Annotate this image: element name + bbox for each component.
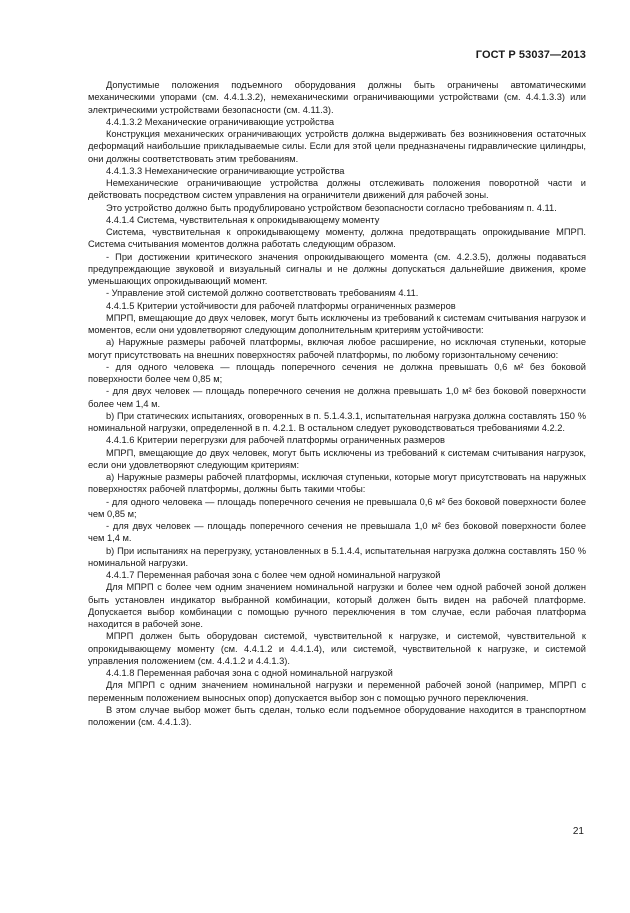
paragraph: МПРП должен быть оборудован системой, чувствительной к нагрузке, и системой, чувствительной к опрокидывающему моменту (см. 4.4.1.2 и 4.4.1.4), или системой, чувствительной к нагрузке, и системой управления положением (см. 4.4.1.2 и 4.4.1.3).	[88, 631, 586, 666]
section-heading: 4.4.1.5 Критерии устойчивости для рабочей платформы ограниченных размеров	[106, 300, 456, 311]
list-item: b) При статических испытаниях, оговоренных в п. 5.1.4.3.1, испытательная нагрузка должна составлять 150 % номинальной нагрузки, определенной в п. 4.2.1. В остальном следует руководствоваться требованиями 4.2.2.	[88, 410, 586, 433]
list-item: - При достижении критического значения опрокидывающего момента (см. 4.2.3.5), должны подаваться предупреждающие звуковой и визуальный сигналы и не должны допускаться дальнейшие движения, кроме уменьшающих опрокидывающий момент.	[88, 251, 586, 286]
section-heading: 4.4.1.3.2 Механические ограничивающие устройства	[106, 116, 335, 127]
paragraph: Допустимые положения подъемного оборудования должны быть ограничены автоматическими механическими упорами (см. 4.4.1.3.2), немеханическими ограничивающими устройствами (см. 4.4.1.3.3) или электрическими устройствами безопасности (см. 4.11.3).	[88, 80, 586, 115]
list-item: - для двух человек — площадь поперечного сечения не превышала 1,0 м² без боковой поверхности более чем 1,4 м.	[88, 521, 586, 544]
paragraph: В этом случае выбор может быть сделан, только если подъемное оборудование находится в транспортном положении (см. 4.4.1.3).	[88, 704, 586, 727]
list-item: - для двух человек — площадь поперечного сечения не должна превышать 1,0 м² без боковой поверхности более чем 1,4 м.	[88, 386, 586, 409]
paragraph: Для МПРП с более чем одним значением номинальной нагрузки и более чем одной рабочей зоной должен быть установлен индикатор выбранной комбинации, который должен быть виден на рабочей платформе. Допускается выбор комбинации с помощью ручного переключения в том случае, если рабочая платформа находится в рабочей зоне.	[88, 582, 586, 629]
document-body	[88, 79, 586, 728]
standard-header: ГОСТ Р 53037—2013	[475, 49, 586, 61]
paragraph: МПРП, вмещающие до двух человек, могут быть исключены из требований к системам считывания нагрузок, если они удовлетворяют следующим критериям:	[88, 447, 586, 470]
list-item: - Управление этой системой должно соответствовать требованиям 4.11.	[106, 288, 419, 299]
paragraph: Для МПРП с одним значением номинальной нагрузки и переменной рабочей зоной (например, МПРП с переменным положением выносных опор) допускается выбор зон с помощью ручного переключения.	[88, 680, 586, 703]
section-heading: 4.4.1.3.3 Немеханические ограничивающие устройства	[106, 165, 345, 176]
section-heading: 4.4.1.6 Критерии перегрузки для рабочей платформы ограниченных размеров	[106, 435, 446, 446]
paragraph: МПРП, вмещающие до двух человек, могут быть исключены из требований к системам считывания нагрузок и моментов, если они удовлетворяют следующим дополнительным критериям устойчивости:	[88, 312, 586, 335]
section-heading: 4.4.1.7 Переменная рабочая зона с более чем одной номинальной нагрузкой	[106, 570, 441, 580]
list-item: - для одного человека — площадь поперечного сечения не превышала 0,6 м² без боковой поверхности более чем 0,85 м;	[88, 496, 586, 519]
paragraph: Это устройство должно быть продублировано устройством безопасности согласно требованиям п. 4.11.	[106, 202, 557, 213]
section-heading: 4.4.1.8 Переменная рабочая зона с одной номинальной нагрузкой	[106, 668, 393, 678]
list-item: - для одного человека — площадь поперечного сечения не должна превышать 0,6 м² без боковой поверхности более чем 0,85 м;	[88, 361, 586, 384]
list-item: а) Наружные размеры рабочей платформы, включая любое расширение, но исключая ступеньки, которые могут присутствовать на внешних поверхностях рабочей платформы, по любому горизонтальному сечению:	[88, 337, 586, 360]
list-item: b) При испытаниях на перегрузку, установленных в 5.1.4.4, испытательная нагрузка должна составлять 150 % номинальной нагрузки.	[88, 545, 586, 568]
list-item: а) Наружные размеры рабочей платформы, исключая ступеньки, которые могут присутствовать на наружных поверхностях рабочей платформы, должны быть такими чтобы:	[88, 472, 586, 495]
paragraph: Конструкция механических ограничивающих устройств должна выдерживать без возникновения остаточных деформаций наибольшие прикладываемые силы. Если для этой цели предназначены гидравлические цилиндры, они должны соответствовать этим требованиям.	[88, 129, 586, 164]
paragraph: Немеханические ограничивающие устройства должны отслеживать положения поворотной части и действовать посредством систем управления на ограничители движений для рабочей зоны.	[88, 178, 586, 201]
section-heading: 4.4.1.4 Система, чувствительная к опрокидывающему моменту	[106, 214, 380, 225]
paragraph: Система, чувствительная к опрокидывающему моменту, должна предотвращать опрокидывание МПРП. Система считывания моментов должна работать следующим образом.	[88, 227, 586, 250]
page-number: 21	[572, 826, 584, 837]
